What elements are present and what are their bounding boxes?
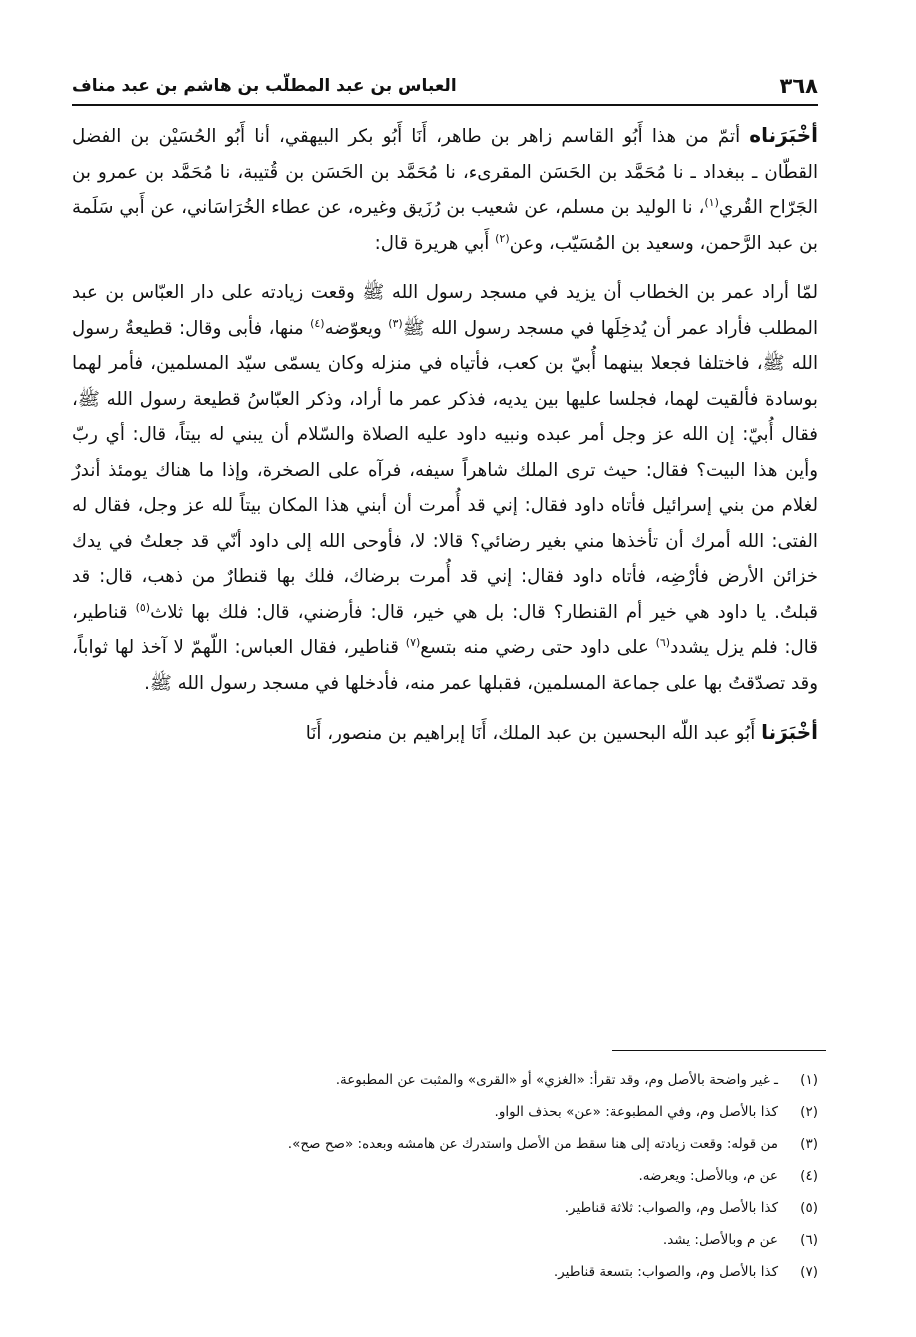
footnote-text: كذا بالأصل وم، والصواب: ثلاثة قناطير.: [564, 1200, 778, 1216]
main-text: [72, 118, 818, 752]
footnote-item: [72, 1192, 818, 1224]
footnote-text: ـ غير واضحة بالأصل وم، وقد تقرأ: «الغزي» أو «القرى» والمثبت عن المطبوعة.: [335, 1072, 778, 1088]
footnote-text: عن م وبالأصل: يشد.: [662, 1232, 778, 1248]
footnotes: [72, 1064, 818, 1288]
footnote-ref: (٧): [405, 635, 421, 649]
footnote-ref: (٣): [388, 316, 403, 330]
footnote-number: (٦): [800, 1232, 818, 1248]
footnote-number: (٢): [800, 1104, 818, 1120]
page-number: ٣٦٨: [779, 74, 818, 98]
paragraph-text: منها، فأبى وقال: قطيعةُ رسول الله ﷺ، فاختلفا فجعلا بينهما أُبيّ بن كعب، فأتياه في منزله وكان يسمّى سيّد المسلمين، فأمر لهما بوسادة فألقيت لهما، فجلسا عليها بين يديه، فذكر عمر ما أراد، وذكر العبّاسُ قطيعة رسول الله ﷺ، فقال أُبيّ: إن الله عز وجل أمر عبده ونبيه داود عليه الصلاة والسّلام أن يبني له بيتاً، قال: أي ربّ وأين هذا البيت؟ فقال: حيث ترى الملك شاهراً سيفه، فرآه على الصخرة، وإذا ما هناك يومئذ أندرٌ لغلام من بني إسرائيل فأتاه داود فقال: إني قد أُمرت أن أبني هذا المكان بيتاً لله عز وجل، فقال له الفتى: الله أمرك أن تأخذها مني بغير رضائي؟ قالا: لا، فأوحى الله إلى داود أنّي قد جعلتُ في يدك خزائن الأرض فأرْضِه، فأتاه داود فقال: إني قد أُمرت برضاك، فلك بها قنطارٌ من ذهب، قال: قد قبلتُ. يا داود هي خير أم القنطار؟ قال: بل هي خير، قال: فأرضني، قال: فلك بها ثلاث: [72, 317, 818, 623]
paragraph-text: أَبُو عبد اللّه البحسين بن عبد الملك، أَنَا إبراهيم بن منصور، أَنَا: [305, 723, 762, 744]
running-header: [72, 68, 818, 104]
footnote-number: (٧): [800, 1264, 818, 1280]
footnote-divider: [612, 1050, 826, 1051]
footnote-item: [72, 1224, 818, 1256]
footnote-item: [72, 1256, 818, 1288]
paragraph-isnad-1: [72, 118, 818, 261]
footnote-text: عن م، وبالأصل: ويعرضه.: [638, 1168, 778, 1184]
footnote-number: (٥): [800, 1200, 818, 1216]
footnote-ref: (١): [704, 195, 719, 209]
lead-word: أخْبَرَنا: [761, 720, 818, 744]
footnote-text: كذا بالأصل وم، والصواب: بتسعة قناطير.: [553, 1264, 778, 1280]
footnote-item: [72, 1128, 818, 1160]
paragraph-text: ، نا الوليد بن مسلم، عن شعيب بن رُزَيق وغيره، عن عطاء الخُرَاسَاني، عن أَبي سَلَمة بن عبد الرَّحمن، وسعيد بن المُسَيّب، وعن: [72, 197, 818, 254]
footnote-ref: (٦): [655, 635, 671, 649]
paragraph-text: على داود حتى رضي منه بتسع: [420, 637, 656, 658]
footnote-ref: (٤): [310, 316, 325, 330]
footnote-number: (١): [800, 1072, 818, 1088]
paragraph-text: أَبي هريرة قال:: [374, 232, 496, 254]
paragraph-text: قناطير، قال: فلم يزل يشدد: [72, 601, 818, 658]
footnote-number: (٤): [800, 1168, 818, 1184]
footnote-text: من قوله: وقعت زيادته إلى هنا سقط من الأصل واستدرك عن هامشه وبعده: «صح صح».: [287, 1136, 778, 1152]
running-title: العباس بن عبد المطلّب بن هاشم بن عبد مناف: [72, 76, 457, 96]
paragraph-text: أتمّ من هذا أَبُو القاسم زاهر بن طاهر، أَنَا أَبُو بكر البيهقي، أنا أَبُو الحُسَيْن بن الفضل القطّان ـ ببغداد ـ نا مُحَمَّد بن الحَسَن المقرىء، نا مُحَمَّد بن الحَسَن بن قُتيبة، نا مُحَمَّد بن عمرو بن الجَرّاح القُري: [72, 126, 818, 218]
footnote-ref: (٢): [495, 231, 510, 245]
footnote-text: كذا بالأصل وم، وفي المطبوعة: «عن» بحذف الواو.: [494, 1104, 778, 1120]
footnote-number: (٣): [800, 1136, 818, 1152]
footnote-ref: (٥): [135, 600, 151, 614]
paragraph-narration: [72, 275, 818, 701]
lead-word: أخْبَرَناه: [749, 123, 818, 147]
paragraph-isnad-2: [72, 715, 818, 752]
paragraph-text: لمّا أراد عمر بن الخطاب أن يزيد في مسجد رسول الله ﷺ وقعت زيادته على دار العبّاس بن عبد المطلب فأراد عمر أن يُدخِلَها في مسجد رسول الله ﷺ: [72, 282, 818, 339]
header-divider: [72, 104, 818, 106]
paragraph-text: قناطير، فقال العباس: اللّهمّ لا آخذ لها ثواباً، وقد تصدّقتُ بها على جماعة المسلمين، فقبلها عمر منه، فأدخلها في مسجد رسول الله ﷺ.: [72, 637, 818, 694]
footnote-item: [72, 1096, 818, 1128]
footnote-item: [72, 1064, 818, 1096]
footnote-item: [72, 1160, 818, 1192]
paragraph-text: ويعوّضه: [324, 317, 389, 339]
